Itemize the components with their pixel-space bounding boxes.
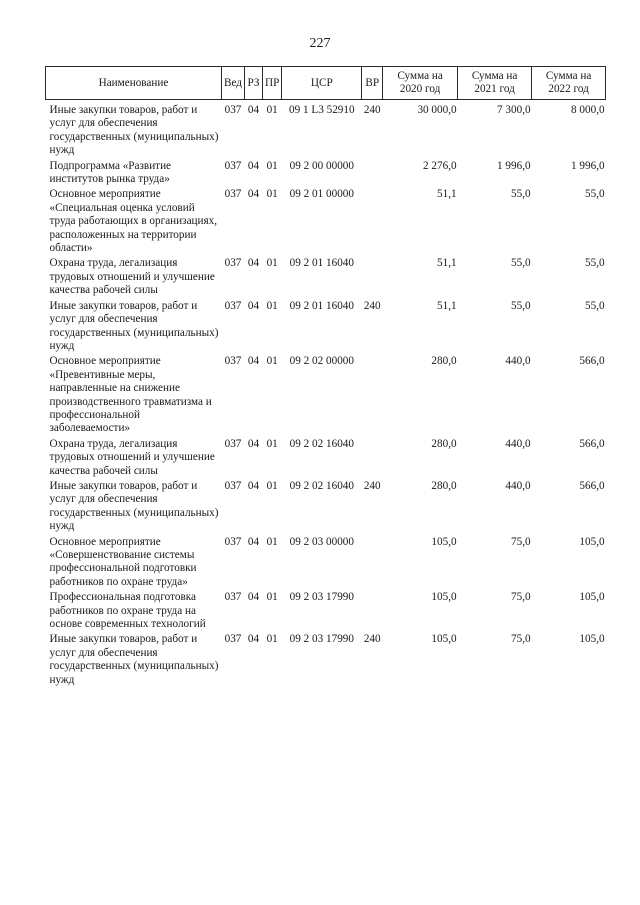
- table-row: [46, 255, 606, 297]
- row-csr: 09 2 02 16040: [289, 479, 354, 492]
- row-vr: 240: [363, 479, 381, 492]
- row-sum-2021: 440,0: [505, 479, 531, 492]
- row-name: Охрана труда, легализация трудовых отношений и улучшение качества рабочей силы: [49, 437, 215, 477]
- row-pr: 01: [266, 257, 278, 270]
- row-csr: 09 2 01 16040: [289, 257, 354, 270]
- row-rz: 04: [247, 633, 260, 646]
- row-ved: 037: [224, 257, 242, 270]
- header-sum-2021: Сумма на 2021 год: [458, 67, 532, 100]
- row-sum-2020: 280,0: [431, 479, 457, 492]
- row-ved: 037: [224, 299, 242, 312]
- row-vr: [362, 158, 383, 187]
- row-rz: 04: [247, 159, 260, 172]
- row-name: Подпрограмма «Развитие институтов рынка труда»: [49, 159, 172, 186]
- header-csr: ЦСР: [282, 67, 362, 100]
- row-pr: 01: [266, 479, 278, 492]
- row-sum-2022: 1 996,0: [571, 159, 605, 172]
- row-csr: 09 2 02 00000: [289, 355, 354, 368]
- header-sum-2020: Сумма на 2020 год: [383, 67, 458, 100]
- row-rz: 04: [247, 437, 260, 450]
- row-sum-2020: 2 276,0: [423, 159, 457, 172]
- row-ved: 037: [224, 355, 242, 368]
- row-sum-2020: 105,0: [431, 633, 457, 646]
- row-ved: 037: [224, 633, 242, 646]
- row-csr: 09 2 00 00000: [289, 159, 354, 172]
- row-sum-2022: 105,0: [579, 633, 605, 646]
- row-sum-2022: 55,0: [585, 257, 605, 270]
- row-ved: 037: [224, 591, 242, 604]
- header-row: [46, 67, 606, 100]
- header-vr: ВР: [362, 67, 383, 100]
- table-row: [46, 436, 606, 478]
- row-csr: 09 2 03 17990: [289, 591, 354, 604]
- row-vr: [362, 255, 383, 297]
- row-pr: 01: [266, 355, 278, 368]
- table-row: [46, 186, 606, 255]
- table-row: [46, 100, 606, 158]
- row-sum-2022: 566,0: [579, 479, 605, 492]
- header-name: Наименование: [46, 67, 222, 100]
- row-ved: 037: [224, 159, 242, 172]
- row-name: Иные закупки товаров, работ и услуг для обеспечения государственных (муниципальных) нужд: [49, 479, 219, 533]
- row-sum-2021: 440,0: [505, 437, 531, 450]
- row-name: Охрана труда, легализация трудовых отношений и улучшение качества рабочей силы: [49, 257, 215, 297]
- table-row: [46, 534, 606, 590]
- table-row: [46, 158, 606, 187]
- row-vr: 240: [363, 633, 381, 646]
- row-sum-2020: 105,0: [431, 591, 457, 604]
- row-sum-2022: 55,0: [585, 188, 605, 201]
- row-vr: [362, 186, 383, 255]
- row-pr: 01: [266, 299, 278, 312]
- row-sum-2021: 75,0: [511, 591, 531, 604]
- row-ved: 037: [224, 437, 242, 450]
- row-sum-2022: 55,0: [585, 299, 605, 312]
- row-sum-2022: 566,0: [579, 437, 605, 450]
- table-body: [46, 100, 606, 688]
- row-name: Основное мероприятие «Совершенствование системы профессиональной подготовки работников по охране труда»: [49, 535, 197, 588]
- row-ved: 037: [224, 535, 242, 548]
- row-sum-2021: 75,0: [511, 535, 531, 548]
- header-rz: РЗ: [245, 67, 263, 100]
- row-pr: 01: [266, 104, 278, 116]
- row-sum-2020: 51,1: [437, 257, 457, 270]
- row-sum-2020: 280,0: [431, 437, 457, 450]
- row-vr: [362, 436, 383, 478]
- row-ved: 037: [224, 479, 242, 492]
- table-row: [46, 478, 606, 534]
- row-sum-2022: 8 000,0: [571, 104, 605, 116]
- row-csr: 09 2 01 16040: [289, 299, 354, 312]
- row-csr: 09 2 02 16040: [289, 437, 354, 450]
- row-pr: 01: [266, 633, 278, 646]
- row-rz: 04: [247, 535, 260, 548]
- table-row: [46, 353, 606, 435]
- row-rz: 04: [247, 355, 260, 368]
- row-pr: 01: [266, 535, 278, 548]
- table-row: [46, 589, 606, 631]
- row-csr: 09 2 01 00000: [289, 188, 354, 201]
- row-csr: 09 1 L3 52910: [289, 104, 355, 116]
- budget-table: [45, 66, 606, 687]
- row-sum-2021: 1 996,0: [497, 159, 531, 172]
- row-pr: 01: [266, 437, 278, 450]
- row-vr: 240: [363, 299, 381, 312]
- row-sum-2021: 7 300,0: [497, 104, 531, 116]
- row-sum-2020: 51,1: [437, 299, 457, 312]
- row-rz: 04: [247, 257, 260, 270]
- row-ved: 037: [224, 104, 242, 116]
- table-row: [46, 298, 606, 354]
- row-pr: 01: [266, 159, 278, 172]
- row-vr: [362, 353, 383, 435]
- row-vr: [362, 589, 383, 631]
- row-sum-2022: 105,0: [579, 591, 605, 604]
- table-row: [46, 631, 606, 687]
- row-name: Иные закупки товаров, работ и услуг для обеспечения государственных (муниципальных) нужд: [49, 633, 219, 686]
- table-header: [46, 67, 606, 100]
- row-name: Профессиональная подготовка работников по охране труда на основе современных технологий: [49, 591, 206, 631]
- row-vr: [362, 534, 383, 590]
- row-pr: 01: [266, 188, 278, 201]
- row-name: Основное мероприятие «Специальная оценка условий труда работающих в организациях, расположенных на территории области»: [49, 188, 218, 255]
- row-sum-2021: 55,0: [511, 188, 531, 201]
- row-vr: 240: [363, 104, 381, 116]
- row-sum-2022: 105,0: [579, 535, 605, 548]
- row-rz: 04: [247, 299, 260, 312]
- row-sum-2020: 280,0: [431, 355, 457, 368]
- row-rz: 04: [247, 104, 260, 116]
- row-sum-2021: 55,0: [511, 257, 531, 270]
- header-ved: Вед: [222, 67, 245, 100]
- row-pr: 01: [266, 591, 278, 604]
- row-name: Основное мероприятие «Превентивные меры, направленные на снижение производственного травматизма и профессиональной заболеваемости»: [49, 355, 212, 435]
- row-sum-2022: 566,0: [579, 355, 605, 368]
- row-sum-2020: 105,0: [431, 535, 457, 548]
- row-name: Иные закупки товаров, работ и услуг для обеспечения государственных (муниципальных) нужд: [49, 299, 219, 352]
- row-rz: 04: [247, 591, 260, 604]
- row-sum-2021: 55,0: [511, 299, 531, 312]
- row-csr: 09 2 03 00000: [289, 535, 354, 548]
- row-sum-2020: 51,1: [437, 188, 457, 201]
- header-pr: ПР: [263, 67, 282, 100]
- row-csr: 09 2 03 17990: [289, 633, 354, 646]
- row-sum-2020: 30 000,0: [417, 104, 457, 116]
- row-sum-2021: 440,0: [505, 355, 531, 368]
- page-number: 227: [309, 36, 331, 51]
- row-rz: 04: [247, 479, 260, 492]
- header-sum-2022: Сумма на 2022 год: [532, 67, 606, 100]
- row-name: Иные закупки товаров, работ и услуг для обеспечения государственных (муниципальных) нужд: [49, 104, 219, 157]
- row-rz: 04: [247, 188, 260, 201]
- row-sum-2021: 75,0: [511, 633, 531, 646]
- row-ved: 037: [224, 188, 242, 201]
